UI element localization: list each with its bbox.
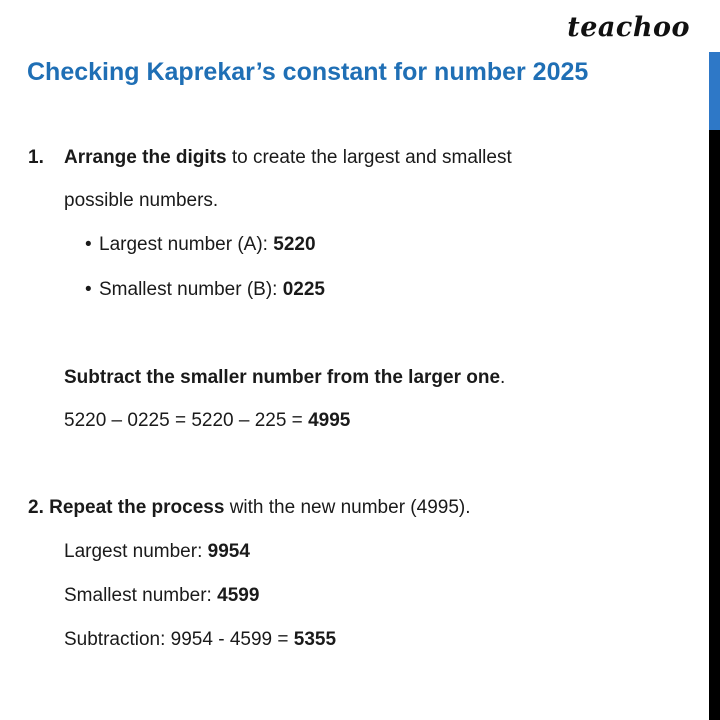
step1-bold-text: Arrange the digits [64,147,227,168]
step1-number: 1. [28,147,44,168]
equation-result: 4995 [308,410,351,431]
step2-text: with the new number (4995). [224,497,471,518]
step1-continued: possible numbers. [64,190,219,211]
side-accent-bar [709,52,720,130]
subtract-bold: Subtract the smaller number from the larger one [64,367,501,388]
step2-smallest-label: Smallest number: [64,585,218,606]
page-title: Checking Kaprekar’s constant for number 2025 [27,58,589,86]
bullet-dot: • [85,234,92,255]
step2-largest-value: 9954 [207,541,250,562]
step2-smallest [64,584,259,608]
bullet-smallest [85,278,325,302]
step2-subtraction-value: 5355 [293,629,337,650]
step1-heading [28,146,512,170]
teachoo-logo: teachoo [567,12,690,43]
step2-smallest-value: 4599 [217,585,260,606]
bullet-smallest-label: Smallest number (B): [99,279,283,300]
bullet-smallest-value: 0225 [282,279,326,300]
step2-subtraction [64,628,336,652]
bullet-dot: • [85,279,92,300]
step2-heading [28,496,471,520]
bullet-largest-value: 5220 [273,234,316,255]
subtract-instruction [64,366,505,390]
step2-bold-text: 2. Repeat the process [28,497,225,518]
subtract-end: . [500,367,506,388]
step2-largest [64,540,250,564]
equation-text: 5220 – 0225 = 5220 – 225 = [64,410,309,431]
subtract-equation [64,409,350,433]
step2-largest-label: Largest number: [64,541,208,562]
bullet-largest [85,233,316,257]
bullet-largest-label: Largest number (A): [99,234,274,255]
step2-subtraction-label: Subtraction: 9954 - 4599 = [64,629,294,650]
side-dark-bar [709,130,720,720]
step1-text: to create the largest and smallest [226,147,512,168]
